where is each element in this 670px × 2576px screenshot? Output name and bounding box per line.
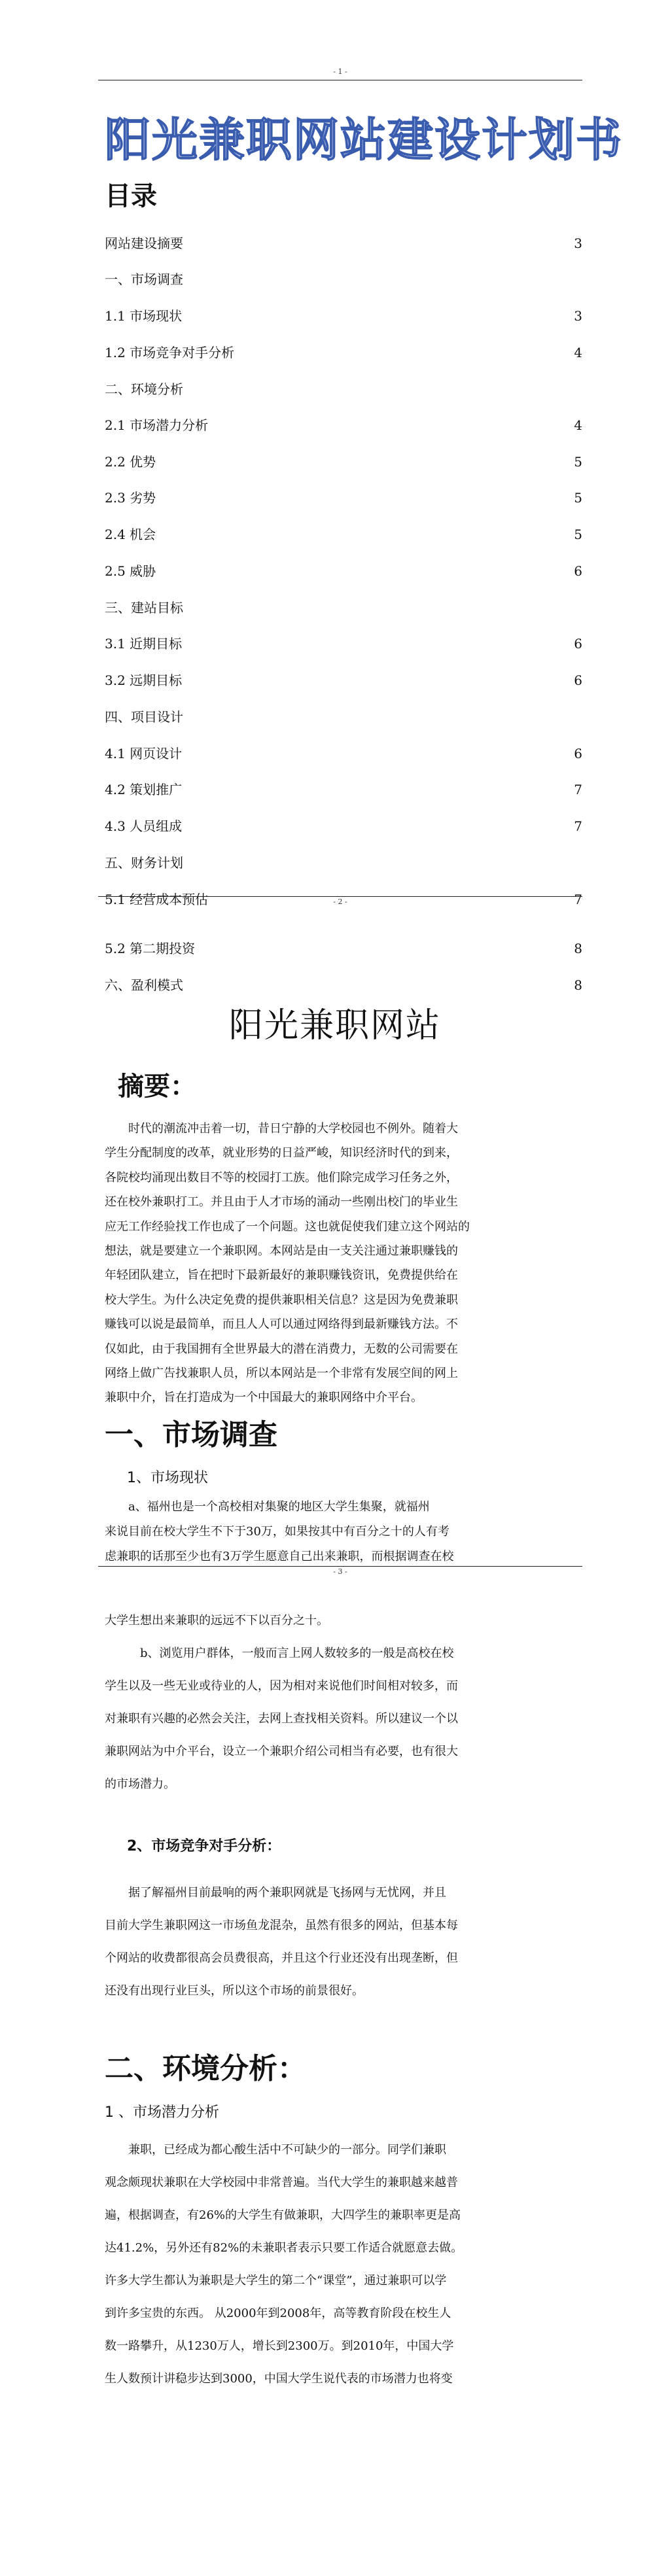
document-title: 阳光兼职网站建设计划书 <box>105 113 623 167</box>
section-heading-environment: 二、环境分析： <box>105 2052 306 2085</box>
toc-entry-page: 8 <box>574 941 582 956</box>
text-line: 学生分配制度的改革，就业形势的日益严峻，知识经济时代的到来， <box>105 1146 458 1160</box>
toc-heading: 目录 <box>105 181 157 211</box>
toc-entry-label: 3.2 远期目标 <box>105 672 183 688</box>
toc-entry-page: 8 <box>574 977 582 993</box>
text-line: 大学生想出来兼职的远远不下以百分之十。 <box>105 1614 328 1627</box>
toc-entry-label: 2.3 劣势 <box>105 490 156 506</box>
text-line: 还在校外兼职打工。并且由于人才市场的涌动一些刚出校门的毕业生 <box>105 1195 458 1210</box>
text-line: 个网站的收费都很高会员费很高，并且这个行业还没有出现垄断，但 <box>105 1951 458 1965</box>
text-line: 来说目前在校大学生不下于30万，如果按其中有百分之十的人有考 <box>105 1525 450 1539</box>
toc-entry-page: 7 <box>574 892 582 907</box>
market-status-text-continued <box>105 1605 582 1801</box>
page-marker-1 <box>98 67 582 80</box>
text-line: 生人数预计讲稳步达到3000，中国大学生说代表的市场潜力也将变 <box>105 2372 453 2386</box>
toc-entry-label: 五、财务计划 <box>105 855 183 871</box>
toc-entry-label: 1.2 市场竞争对手分析 <box>105 345 235 360</box>
subheading-competitor-analysis: 2、市场竞争对手分析： <box>127 1838 281 1854</box>
market-status-text <box>105 1495 582 1569</box>
toc-entry-label: 二、环境分析 <box>105 381 183 397</box>
toc-entry-label: 5.1 经营成本预估 <box>105 892 209 907</box>
toc-entry-label: 3.1 近期目标 <box>105 636 183 652</box>
text-line: 兼职，已经成为都心酸生活中不可缺少的一部分。同学们兼职 <box>105 2143 446 2157</box>
toc-entry-label: 四、项目设计 <box>105 709 183 725</box>
text-line: 达41.2%，另外还有82%的未兼职者表示只要工作适合就愿意去做。 <box>105 2241 463 2255</box>
text-line: 各院校均涌现出数目不等的校园打工族。他们除完成学习任务之外， <box>105 1170 458 1185</box>
text-line: 数一路攀升，从1230万人，增长到2300万。到2010年，中国大学 <box>105 2339 454 2353</box>
toc-entry-page: 5 <box>574 490 582 506</box>
toc-entry-label: 一、市场调查 <box>105 271 183 287</box>
text-line: 时代的潮流冲击着一切，昔日宁静的大学校园也不例外。随着大 <box>105 1122 458 1136</box>
toc-entry-page: 5 <box>574 527 582 542</box>
text-line: 遍，根据调查，有26%的大学生有做兼职，大四学生的兼职率更是高 <box>105 2208 461 2222</box>
page-rule <box>98 1566 582 1567</box>
abstract-heading: 摘要： <box>118 1071 196 1102</box>
toc-entry-label: 2.5 威胁 <box>105 563 156 579</box>
toc-entry-label: 4.3 人员组成 <box>105 818 183 834</box>
text-line: 年轻团队建立，旨在把时下最新最好的兼职赚钱资讯，免费提供给在 <box>105 1268 458 1283</box>
section-heading-market-survey: 一、市场调查 <box>105 1418 277 1452</box>
toc-entry-label: 2.1 市场潜力分析 <box>105 417 209 433</box>
page-rule <box>98 896 582 897</box>
toc-entry-page: 6 <box>574 746 582 761</box>
toc-entry-label: 网站建设摘要 <box>105 235 183 251</box>
toc-entry-label: 1.1 市场现状 <box>105 308 183 324</box>
text-line: 学生以及一些无业或待业的人，因为相对来说他们时间相对较多，而 <box>105 1679 458 1693</box>
market-potential-text <box>105 2134 582 2395</box>
text-line: 网络上做广告找兼职人员，所以本网站是一个非常有发展空间的网上 <box>105 1366 458 1381</box>
toc-entry-label: 2.2 优势 <box>105 454 156 470</box>
text-line: a、福州也是一个高校相对集聚的地区大学生集聚，就福州 <box>105 1500 430 1514</box>
competitor-analysis-text <box>105 1877 582 2008</box>
text-line: 还没有出现行业巨头，所以这个市场的前景很好。 <box>105 1984 364 1998</box>
text-line: 应无工作经验找工作也成了一个问题。这也就促使我们建立这个网站的 <box>105 1219 470 1234</box>
text-line: 赚钱可以说是最简单，而且人人可以通过网络得到最新赚钱方法。不 <box>105 1317 458 1332</box>
page-marker-3 <box>98 1566 582 1579</box>
text-line: 目前大学生兼职网这一市场鱼龙混杂，虽然有很多的网站，但基本每 <box>105 1919 458 1932</box>
page-number: - 3 - <box>333 1567 347 1576</box>
text-line: 到许多宝贵的东西。 从2000年到2008年，高等教育阶段在校生人 <box>105 2306 451 2320</box>
toc-entry-page: 4 <box>574 345 582 360</box>
toc-entry-page: 5 <box>574 454 582 470</box>
abstract-body <box>105 1117 582 1410</box>
text-line: 兼职中介，旨在打造成为一个中国最大的兼职网络中介平台。 <box>105 1391 423 1405</box>
text-line: 兼职网站为中介平台，设立一个兼职介绍公司相当有必要，也有很大 <box>105 1745 458 1758</box>
page-number: - 2 - <box>333 897 347 906</box>
subheading-market-status: 1、市场现状 <box>127 1470 208 1486</box>
toc-entry-page: 6 <box>574 636 582 652</box>
text-line: 想法，就是要建立一个兼职网。本网站是由一支关注通过兼职赚钱的 <box>105 1244 458 1259</box>
page-number: - 1 - <box>333 67 347 76</box>
text-line: b、浏览用户群体，一般而言上网人数较多的一般是高校在校 <box>105 1646 454 1660</box>
site-title: 阳光兼职网站 <box>228 1006 441 1045</box>
toc-entry-page: 6 <box>574 563 582 579</box>
toc-entry-label: 2.4 机会 <box>105 527 156 542</box>
toc-entry-page: 3 <box>574 235 582 251</box>
text-line: 观念颇现状兼职在大学校园中非常普遍。当代大学生的兼职越来越普 <box>105 2176 458 2189</box>
text-line: 对兼职有兴趣的必然会关注，去网上查找相关资料。所以建议一个以 <box>105 1712 458 1726</box>
toc-entry-page: 3 <box>574 308 582 324</box>
text-line: 据了解福州目前最响的两个兼职网就是飞扬网与无忧网，并且 <box>105 1886 446 1900</box>
toc-entry-label: 5.2 第二期投资 <box>105 941 196 956</box>
page-marker-2 <box>98 896 582 909</box>
toc-entry-label: 4.1 网页设计 <box>105 746 183 761</box>
toc-entry-page: 4 <box>574 417 582 433</box>
toc-entry-label: 4.2 策划推广 <box>105 782 183 797</box>
toc-entry-page: 7 <box>574 782 582 797</box>
subheading-market-potential: 1 、市场潜力分析 <box>105 2104 219 2121</box>
text-line: 校大学生。为什么决定免费的提供兼职相关信息？这是因为免费兼职 <box>105 1293 458 1307</box>
text-line: 许多大学生都认为兼职是大学生的第二个“课堂”，通过兼职可以学 <box>105 2274 447 2288</box>
text-line: 虑兼职的话那至少也有3万学生愿意自己出来兼职，而根据调查在校 <box>105 1550 454 1563</box>
toc-entry-page: 7 <box>574 818 582 834</box>
toc-entry-page: 6 <box>574 672 582 688</box>
text-line: 的市场潜力。 <box>105 1777 175 1791</box>
toc-entry-label: 三、建站目标 <box>105 600 183 616</box>
text-line: 仅如此，由于我国拥有全世界最大的潜在消费力，无数的公司需要在 <box>105 1342 458 1356</box>
toc-entry-label: 六、盈利模式 <box>105 977 183 993</box>
